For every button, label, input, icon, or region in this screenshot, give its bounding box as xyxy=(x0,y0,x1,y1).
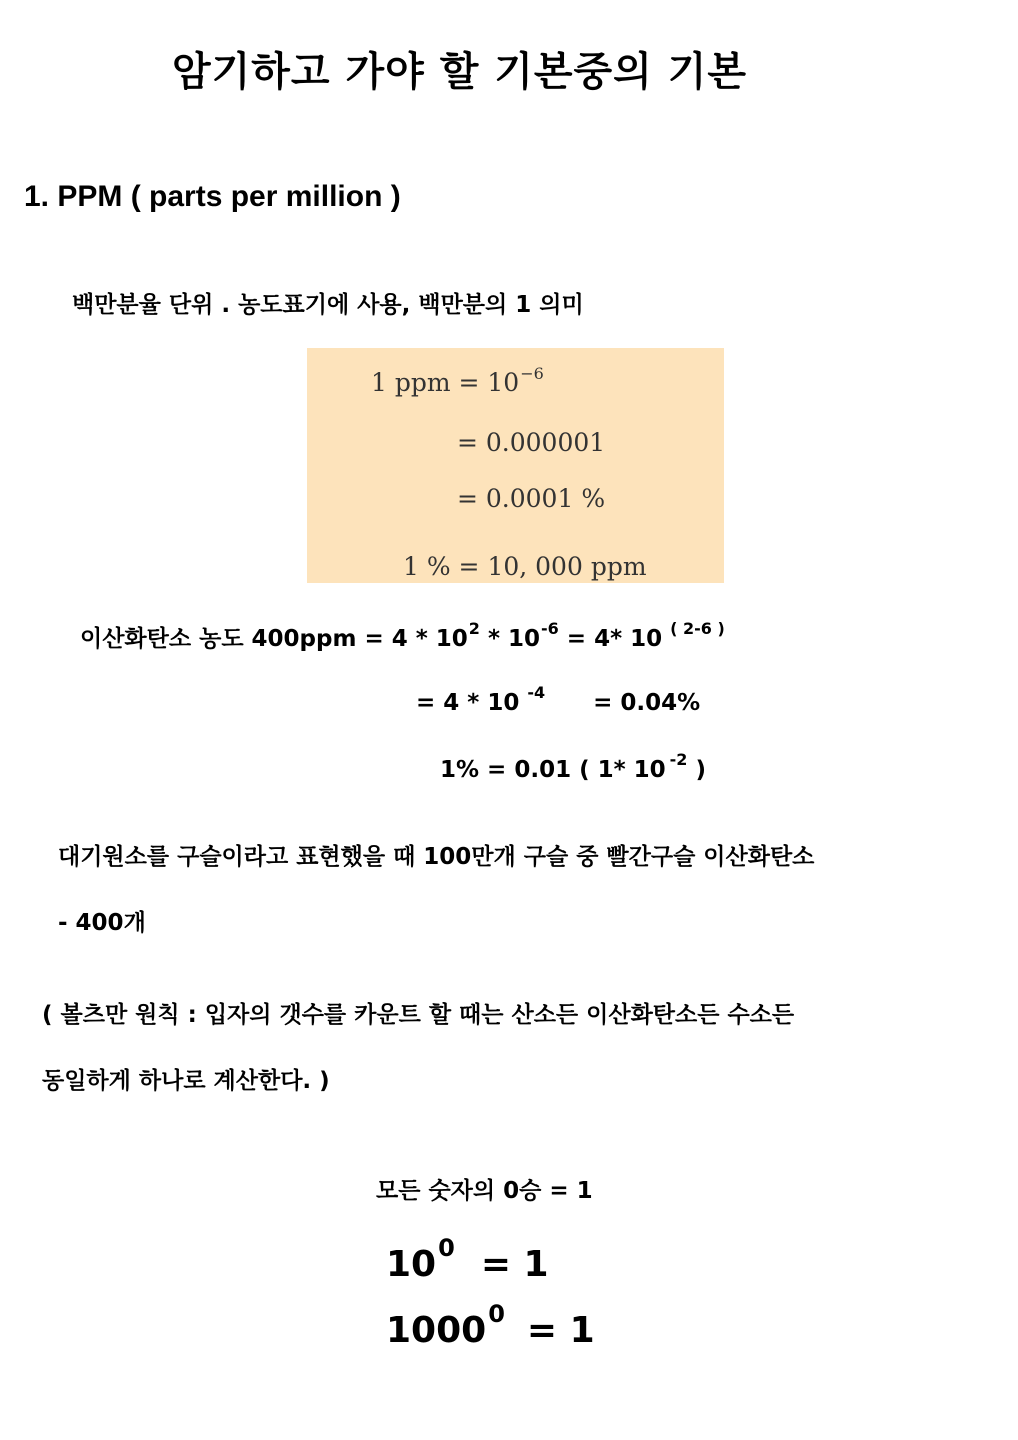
co2-calc-row-3 xyxy=(440,750,706,783)
formula-line-4: 1 % = 10, 000 ppm xyxy=(403,552,647,581)
eq-1-rhs: = 1 xyxy=(480,1244,549,1285)
formula-line-3: = 0.0001 % xyxy=(457,484,606,513)
co2-calc-row-2 xyxy=(416,683,701,716)
boltzmann-line-2: 동일하게 하나로 계산한다. ) xyxy=(42,1068,330,1094)
formula-line-1-lhs: 1 ppm = 10 xyxy=(371,368,520,397)
co2-calc-row-2-exp: -4 xyxy=(527,683,546,702)
zero-power-eq-2 xyxy=(386,1300,595,1351)
co2-calc-row-3-exp: -2 xyxy=(669,750,688,769)
co2-calc-row-1-b: * 10 xyxy=(479,626,540,652)
co2-calc-row-1-c: = 4* 10 xyxy=(558,626,663,652)
formula-line-1-exponent: −6 xyxy=(520,364,544,383)
boltzmann-line-1: ( 볼츠만 원칙 : 입자의 갯수를 카운트 할 때는 산소든 이산화탄소든 수소든 xyxy=(42,1002,795,1028)
co2-calc-row-1-exp-2: -6 xyxy=(541,619,559,638)
marble-text-line-1: 대기원소를 구슬이라고 표현했을 때 100만개 구슬 중 빨간구슬 이산화탄소 xyxy=(58,844,815,870)
co2-calc-row-1-a: 이산화탄소 농도 400ppm = 4 * 10 xyxy=(80,626,468,652)
eq-2-exponent: 0 xyxy=(488,1300,505,1328)
eq-1-base: 10 xyxy=(386,1244,437,1285)
eq-2-base: 1000 xyxy=(386,1310,487,1351)
co2-calc-row-2-b: = 0.04% xyxy=(593,690,701,716)
ppm-formula-box xyxy=(307,348,724,583)
page-title: 암기하고 가야 할 기본중의 기본 xyxy=(172,49,748,95)
marble-text-line-2: - 400개 xyxy=(58,910,146,936)
section-heading-ppm: 1. PPM ( parts per million ) xyxy=(24,180,401,213)
co2-calc-row-1-exp-3: ( 2-6 ) xyxy=(670,619,725,638)
co2-calc-row-3-a: 1% = 0.01 ( 1* 10 xyxy=(440,757,666,783)
co2-calc-row-3-b: ) xyxy=(687,757,706,783)
eq-2-rhs: = 1 xyxy=(526,1310,595,1351)
formula-line-1 xyxy=(371,364,544,397)
zero-power-eq-1 xyxy=(386,1234,549,1285)
formula-line-2: = 0.000001 xyxy=(457,428,606,457)
eq-1-exponent: 0 xyxy=(438,1234,455,1262)
ppm-definition: 백만분율 단위 . 농도표기에 사용, 백만분의 1 의미 xyxy=(72,292,584,318)
zero-power-caption: 모든 숫자의 0승 = 1 xyxy=(376,1178,593,1204)
co2-calc-row-1-exp-1: 2 xyxy=(468,619,480,638)
co2-calc-row-1 xyxy=(80,620,725,653)
co2-calc-row-2-a: = 4 * 10 xyxy=(416,690,520,716)
